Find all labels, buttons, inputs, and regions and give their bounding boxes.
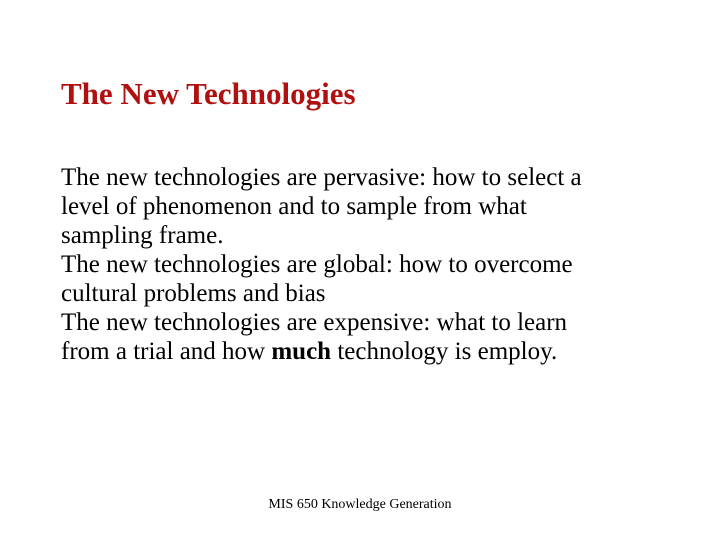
bullet-line [61,337,681,366]
bullet-global [61,250,681,308]
bullet-line: The new technologies are expensive: what to learn [61,309,568,336]
emphasis-text: much [271,338,332,365]
bullet-line: The new technologies are pervasive: how to select a [61,164,582,191]
bullet-line: The new technologies are global: how to overcome [61,251,573,278]
slide-footer: MIS 650 Knowledge Generation [268,497,452,512]
bullet-line: cultural problems and bias [61,280,326,307]
bullet-text: from a trial and how [61,338,272,365]
bullet-text: technology is employ. [331,338,558,365]
bullet-expensive [61,308,681,366]
bullet-line: sampling frame. [61,222,224,249]
bullet-line: level of phenomenon and to sample from what [61,193,527,220]
slide-title: The New Technologies [61,76,356,111]
bullet-list [61,163,681,366]
bullet-pervasive [61,163,681,250]
